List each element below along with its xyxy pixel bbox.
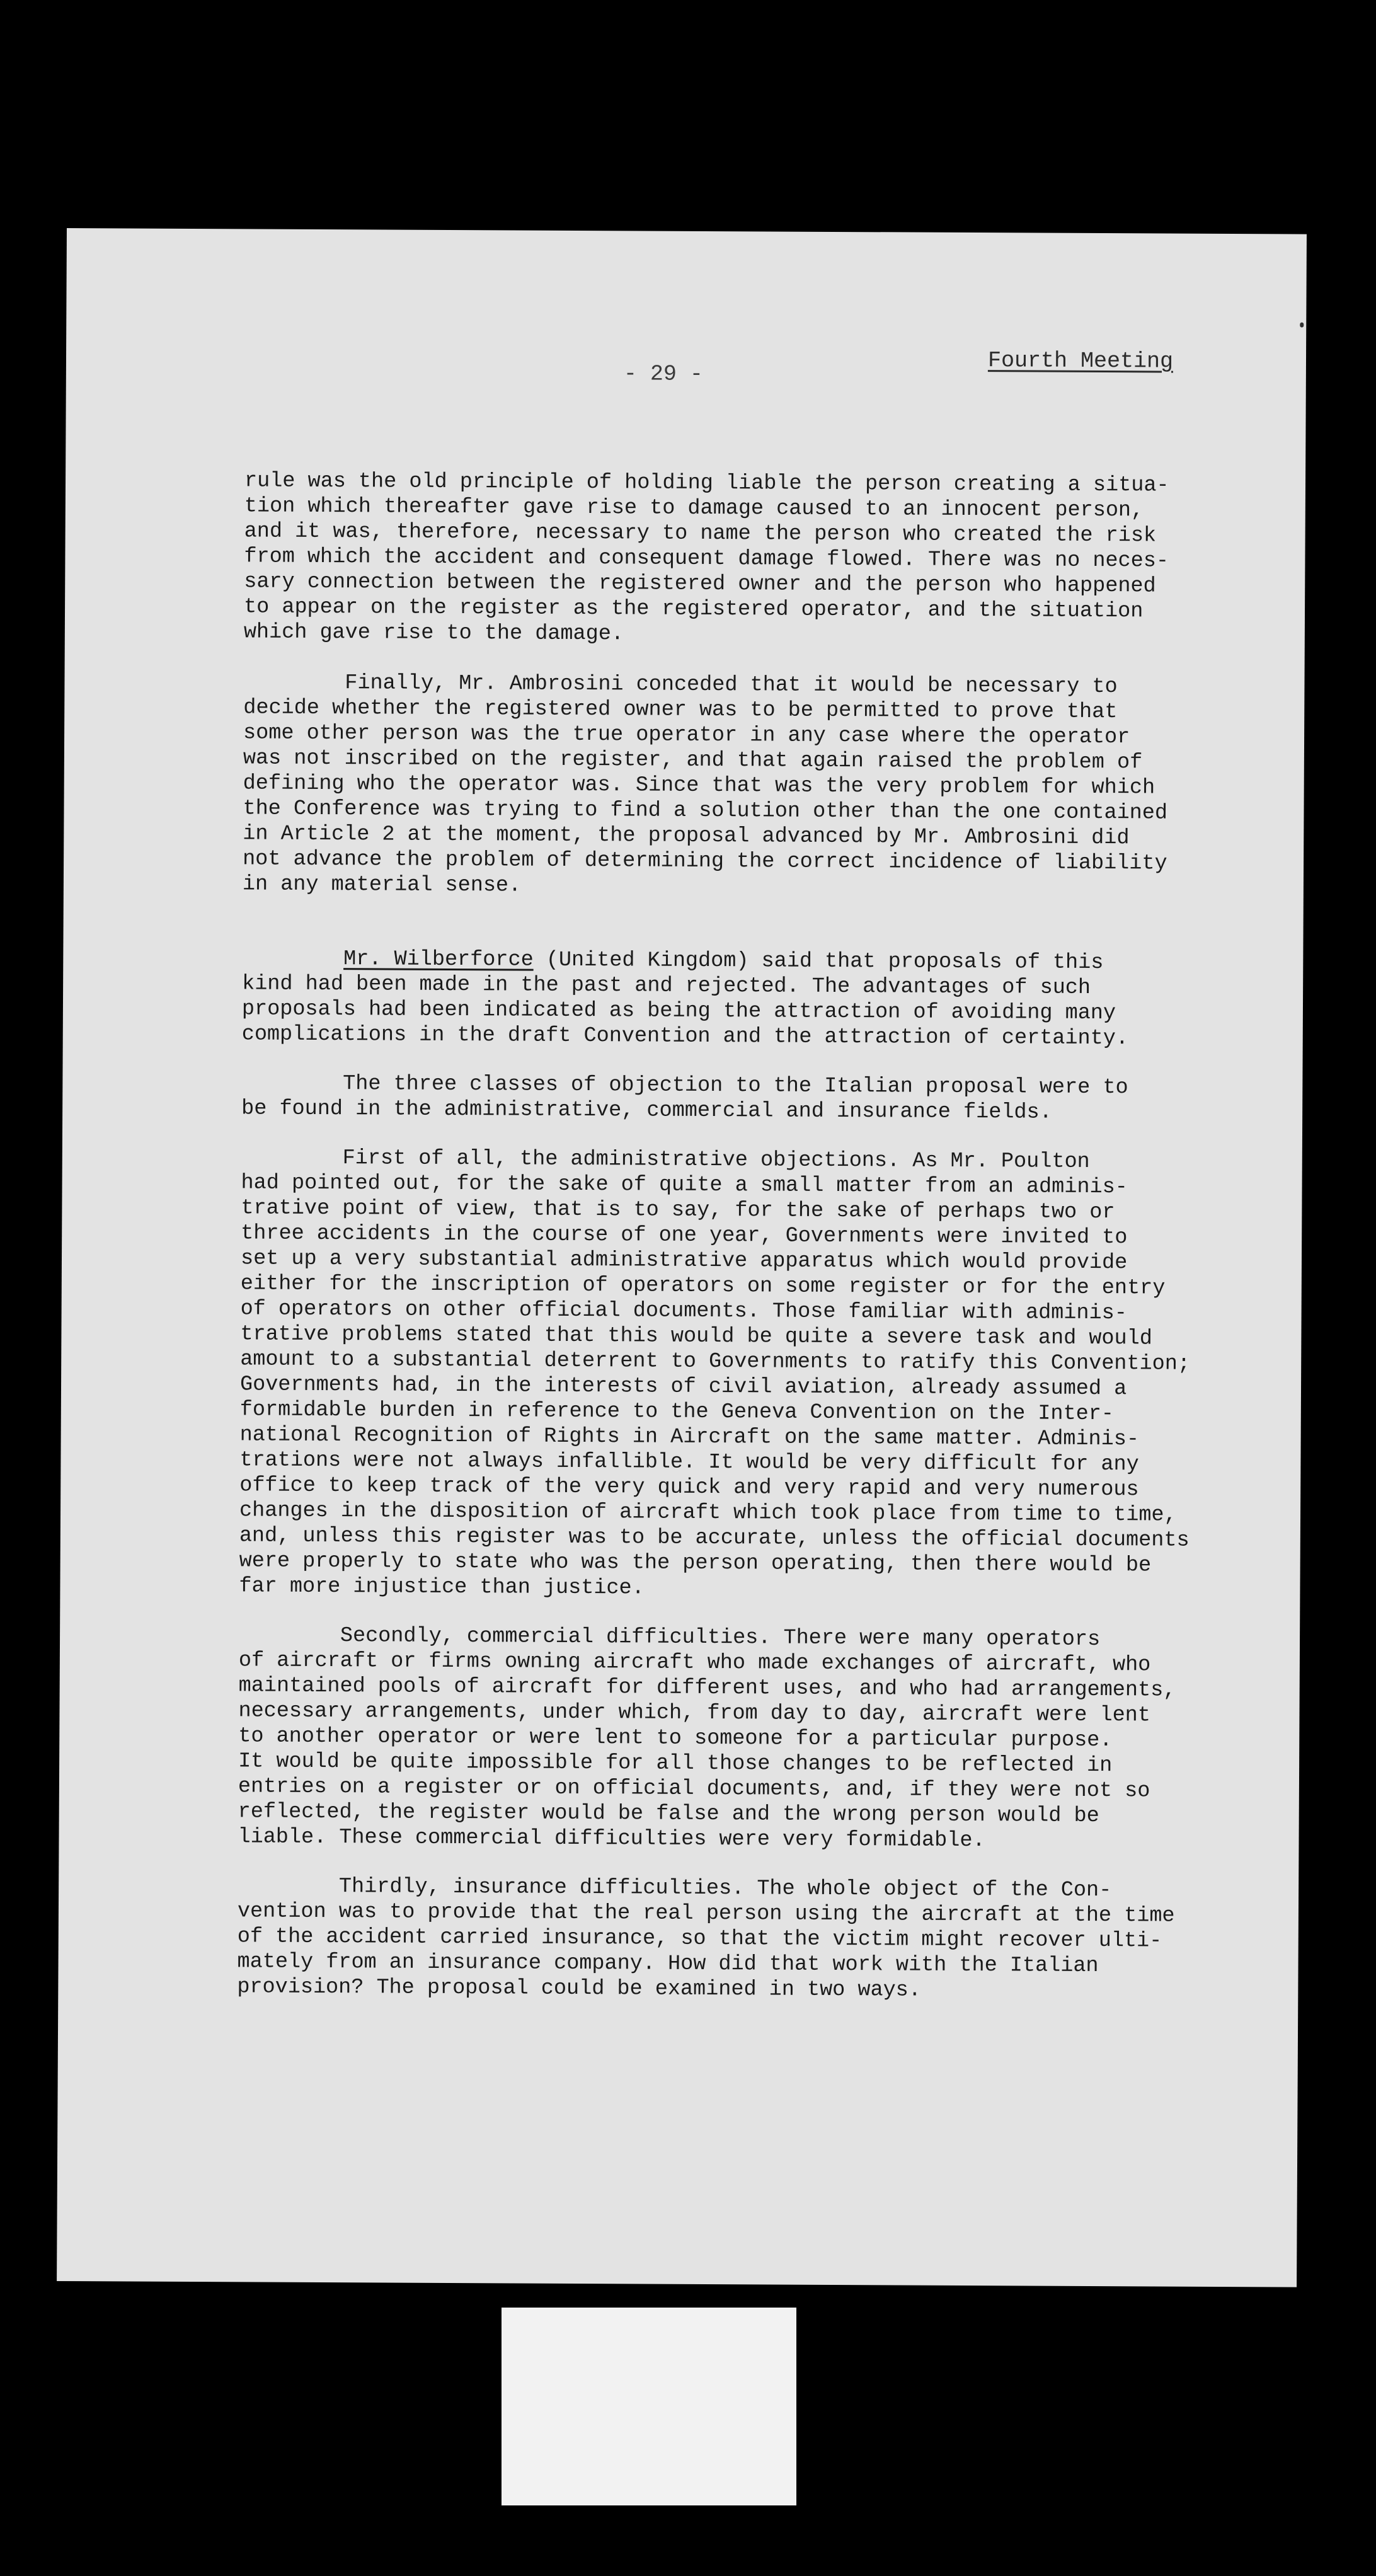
text-line: be found in the administrative, commercial and insurance fields. (241, 1096, 1052, 1125)
meeting-title: Fourth Meeting (987, 348, 1174, 374)
text-line: from which the accident and consequent damage flowed. There was no neces- (244, 544, 1169, 573)
text-line: tion which thereafter gave rise to damage caused to an innocent person, (244, 494, 1144, 523)
paragraph-3 (242, 946, 1288, 1052)
page-number: - 29 - (623, 361, 704, 387)
paragraph-4 (241, 1071, 1287, 1126)
text-line: proposals had been indicated as being the attraction of avoiding many (241, 997, 1116, 1026)
text-line: Thirdly, insurance difficulties. The whole object of the Con- (238, 1874, 1112, 1903)
text-line: Finally, Mr. Ambrosini conceded that it would be necessary to (243, 670, 1118, 699)
text-line: mately from an insurance company. How did that work with the Italian (237, 1950, 1099, 1979)
text-line: necessary arrangements, under which, from day to day, aircraft were lent (238, 1699, 1151, 1728)
text-line: and, unless this register was to be accurate, unless the official documents (239, 1524, 1190, 1553)
text-line: some other person was the true operator in any case where the operator (243, 721, 1130, 750)
text-line: of operators on other official documents. Those familiar with adminis- (240, 1297, 1127, 1326)
text-line: amount to a substantial deterrent to Governments to ratify this Convention; (240, 1347, 1191, 1376)
text-line: which gave rise to the damage. (243, 620, 624, 647)
speaker-line-rest: (United Kingdom) said that proposals of this (533, 948, 1104, 975)
paragraph-1 (244, 468, 1290, 650)
text-line: set up a very substantial administrative apparatus which would provide (240, 1246, 1128, 1275)
blank-card (502, 2308, 796, 2505)
text-line: changes in the disposition of aircraft which took place from time to time, (239, 1498, 1177, 1527)
paragraph-5 (239, 1145, 1287, 1604)
text-line: to appear on the register as the registered operator, and the situation (243, 595, 1144, 624)
document-page (57, 228, 1307, 2287)
page-speck (1300, 323, 1304, 328)
text-line: either for the inscription of operators on some register or for the entry (240, 1272, 1166, 1301)
text-line: not advance the problem of determining the correct incidence of liability (243, 847, 1167, 876)
text-line: three accidents in the course of one year, Governments were invited to (241, 1221, 1128, 1250)
paragraph-7 (237, 1873, 1283, 2004)
text-line: entries on a register or on official documents, and, if they were not so (238, 1774, 1150, 1803)
text-line: to another operator or were lent to someone for a particular purpose. (238, 1724, 1113, 1753)
text-line: kind had been made in the past and rejected. The advantages of such (242, 972, 1091, 1000)
document-body (237, 468, 1290, 2004)
text-line: defining who the operator was. Since that was the very problem for which (243, 771, 1155, 800)
text-line: was not inscribed on the register, and that again raised the problem of (243, 746, 1143, 775)
text-line: had pointed out, for the sake of quite a small matter from an adminis- (241, 1171, 1128, 1200)
text-line: national Recognition of Rights in Aircraft on the same matter. Adminis- (239, 1423, 1140, 1452)
paragraph-6 (238, 1623, 1285, 1854)
text-line: the Conference was trying to find a solution other than the one contained (243, 796, 1168, 825)
text-line: in any material sense. (242, 872, 522, 898)
text-line: decide whether the registered owner was to be permitted to prove that (243, 696, 1118, 725)
text-line: First of all, the administrative objections. As Mr. Poulton (241, 1146, 1090, 1174)
text-line: were properly to state who was the person operating, then there would be (239, 1549, 1152, 1578)
text-line: and it was, therefore, necessary to name the person who created the risk (244, 519, 1157, 548)
text-line: office to keep track of the very quick and very rapid and very numerous (239, 1473, 1139, 1502)
text-line: of aircraft or firms owning aircraft who made exchanges of aircraft, who (238, 1648, 1151, 1677)
text-line: It would be quite impossible for all those changes to be reflected in (238, 1749, 1113, 1778)
text-line: maintained pools of aircraft for different uses, and who had arrangements, (238, 1674, 1176, 1703)
text-line: sary connection between the registered owner and the person who happened (244, 570, 1156, 599)
text-line: rule was the old principle of holding liable the person creating a situa- (244, 469, 1169, 498)
text-line: far more injustice than justice. (239, 1574, 645, 1601)
text-line: trations were not always infallible. It would be very difficult for any (239, 1448, 1139, 1477)
speaker-name: Mr. Wilberforce (343, 947, 534, 972)
text-line: complications in the draft Convention and the attraction of certainty. (241, 1022, 1129, 1051)
text-line: trative point of view, that is to say, for the sake of perhaps two or (241, 1196, 1115, 1225)
text-line: reflected, the register would be false and the wrong person would be (238, 1800, 1099, 1829)
paragraph-2 (243, 670, 1290, 902)
text-line: The three classes of objection to the Italian proposal were to (241, 1071, 1128, 1100)
text-line: Secondly, commercial difficulties. There were many operators (238, 1623, 1101, 1652)
text-line: in Article 2 at the moment, the proposal advanced by Mr. Ambrosini did (243, 822, 1130, 851)
text-line: of the accident carried insurance, so that the victim might recover ulti- (237, 1924, 1162, 1953)
text-line: trative problems stated that this would be quite a severe task and would (240, 1322, 1152, 1351)
text-line: liable. These commercial difficulties were very formidable. (238, 1825, 985, 1853)
text-line: vention was to provide that the real person using the aircraft at the time (237, 1899, 1175, 1928)
text-line: formidable burden in reference to the Geneva Convention on the Inter- (239, 1398, 1115, 1427)
text-line: Governments had, in the interests of civil aviation, already assumed a (239, 1372, 1127, 1401)
text-line: provision? The proposal could be examined in two ways. (237, 1975, 922, 2003)
